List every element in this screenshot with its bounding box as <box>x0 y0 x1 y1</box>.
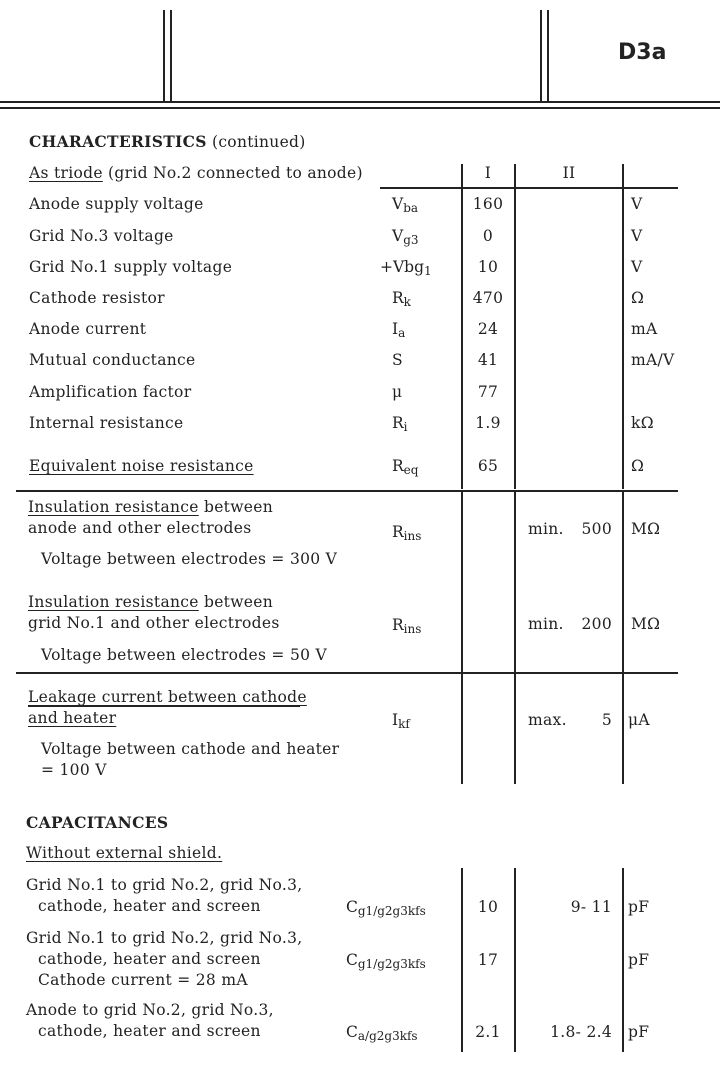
row-parameter: Internal resistance <box>29 414 184 432</box>
insulation-2-label-line2: grid No.1 and other electrodes <box>28 614 280 632</box>
column-divider-I-left <box>461 868 463 1052</box>
column-divider-I-left <box>461 492 463 672</box>
leakage-label: Leakage current between cathode <box>28 688 307 706</box>
insulation-2-condition: Voltage between electrodes = 50 V <box>41 646 327 664</box>
page-code: D3a <box>618 40 667 65</box>
column-divider-unit <box>622 492 624 672</box>
row-symbol: +Vbg$_1$ <box>380 258 432 278</box>
row-symbol: S <box>392 351 403 369</box>
section-title: CHARACTERISTICS <box>29 132 207 151</box>
row-value-I: 160 <box>472 195 504 213</box>
capacitance-symbol-text: $C_{a/g2g3kfs}$ <box>346 1023 418 1043</box>
row-parameter: Mutual conductance <box>29 351 196 369</box>
row-parameter: Anode supply voltage <box>29 195 204 213</box>
header-frame-line <box>170 10 172 102</box>
row-value-I: 24 <box>477 320 499 338</box>
row-unit: V <box>631 227 643 245</box>
capacitance-condition: Cathode current = 28 mA <box>38 971 248 989</box>
column-header-I: I <box>484 164 492 182</box>
section-title-suffix: (continued) <box>211 133 306 151</box>
header-frame-line <box>540 10 542 102</box>
row-unit: V <box>631 195 643 213</box>
row-value-I: 470 <box>472 289 504 307</box>
row-parameter: Anode current <box>29 320 147 338</box>
leakage-condition: Voltage between cathode and heater <box>41 740 340 758</box>
row-symbol: $R_k$ <box>392 289 411 309</box>
row-parameter: Cathode resistor <box>29 289 165 307</box>
row-parameter: Amplification factor <box>29 383 192 401</box>
column-divider-I-right <box>514 868 516 1052</box>
insulation-2-limit: min. <box>528 615 564 633</box>
insulation-1-label-line2: anode and other electrodes <box>28 519 252 537</box>
capacitance-value-I: 10 <box>477 898 499 916</box>
leakage-symbol: $I_{kf}$ <box>392 711 410 731</box>
header-rule <box>0 107 720 109</box>
row-symbol: $V_{g3}$ <box>392 227 419 247</box>
column-header-II: II <box>562 164 576 182</box>
column-divider-I-right <box>514 674 516 784</box>
row-parameter: Grid No.3 voltage <box>29 227 174 245</box>
row-value-I: 41 <box>477 351 499 369</box>
header-frame-line <box>547 10 549 102</box>
capacitance-label-line2: cathode, heater and screen <box>38 950 261 968</box>
row-unit: mA <box>631 320 658 338</box>
noise-value-I: 65 <box>477 457 499 475</box>
section-rule <box>16 490 678 492</box>
leakage-value: 5 <box>601 711 612 729</box>
capacitance-label-line2: cathode, heater and screen <box>38 897 261 915</box>
capacitance-value-II: 9- 11 <box>570 898 612 916</box>
leakage-label-line2: and heater <box>28 709 117 727</box>
noise-param: Equivalent noise resistance <box>29 457 254 475</box>
table-header-rule <box>380 187 678 189</box>
row-symbol: $V_{ba}$ <box>392 195 419 215</box>
capacitance-symbol-text: $C_{g1/g2g3kfs}$ <box>346 951 426 971</box>
column-divider-unit <box>622 868 624 1052</box>
row-symbol: μ <box>392 383 403 401</box>
characteristics-heading <box>29 132 306 151</box>
row-unit: kΩ <box>631 414 654 432</box>
capacitance-value-II: 1.8- 2.4 <box>550 1023 612 1041</box>
insulation-2-value: 200 <box>581 615 612 633</box>
insulation-1-symbol: $R_{ins}$ <box>392 523 422 543</box>
header-rule <box>0 101 720 103</box>
leakage-unit: μA <box>628 711 650 729</box>
capacitance-unit: pF <box>628 898 650 916</box>
capacitance-label: Grid No.1 to grid No.2, grid No.3, <box>26 876 303 894</box>
insulation-2-unit: MΩ <box>631 615 661 633</box>
leakage-condition-line2: = 100 V <box>41 761 107 779</box>
noise-unit: Ω <box>631 457 645 475</box>
capacitance-symbol <box>346 951 426 971</box>
capacitance-symbol-text: $C_{g1/g2g3kfs}$ <box>346 898 426 918</box>
capacitance-label-line2: cathode, heater and screen <box>38 1022 261 1040</box>
capacitance-unit: pF <box>628 951 650 969</box>
insulation-2-label: Insulation resistance between <box>28 593 273 611</box>
row-value-I: 0 <box>482 227 494 245</box>
capacitance-label: Anode to grid No.2, grid No.3, <box>26 1001 274 1019</box>
capacitance-value-I: 17 <box>477 951 499 969</box>
triode-label <box>29 164 363 182</box>
row-value-I: 1.9 <box>475 414 501 432</box>
insulation-1-limit: min. <box>528 520 564 538</box>
row-parameter: Grid No.1 supply voltage <box>29 258 233 276</box>
insulation-1-unit: MΩ <box>631 520 661 538</box>
capacitance-unit: pF <box>628 1023 650 1041</box>
column-divider-unit <box>622 164 624 489</box>
row-value-I: 77 <box>477 383 499 401</box>
row-unit: mA/V <box>631 351 675 369</box>
leakage-limit: max. <box>528 711 567 729</box>
column-divider-I-right <box>514 164 516 489</box>
column-divider-unit <box>622 674 624 784</box>
triode-label-rest: (grid No.2 connected to anode) <box>108 164 363 182</box>
capacitances-title: CAPACITANCES <box>26 813 169 832</box>
insulation-1-condition: Voltage between electrodes = 300 V <box>41 550 338 568</box>
row-symbol: $R_i$ <box>392 414 408 434</box>
insulation-2-symbol: $R_{ins}$ <box>392 616 422 636</box>
capacitance-label: Grid No.1 to grid No.2, grid No.3, <box>26 929 303 947</box>
insulation-1-value: 500 <box>581 520 612 538</box>
triode-label-underlined: As triode <box>29 164 103 182</box>
capacitance-symbol <box>346 898 426 918</box>
capacitance-symbol <box>346 1023 418 1043</box>
noise-symbol: $R_{eq}$ <box>392 457 419 477</box>
insulation-1-label: Insulation resistance between <box>28 498 273 516</box>
column-divider-I-right <box>514 492 516 672</box>
row-unit: V <box>631 258 643 276</box>
leakage-underline <box>28 706 300 707</box>
section-rule <box>16 672 678 674</box>
row-symbol: $I_a$ <box>392 320 406 340</box>
row-value-I: 10 <box>477 258 499 276</box>
capacitance-value-I: 2.1 <box>475 1023 501 1041</box>
row-unit: Ω <box>631 289 645 307</box>
capacitances-subtitle: Without external shield. <box>26 844 223 862</box>
column-divider-I-left <box>461 674 463 784</box>
header-frame-line <box>163 10 165 102</box>
